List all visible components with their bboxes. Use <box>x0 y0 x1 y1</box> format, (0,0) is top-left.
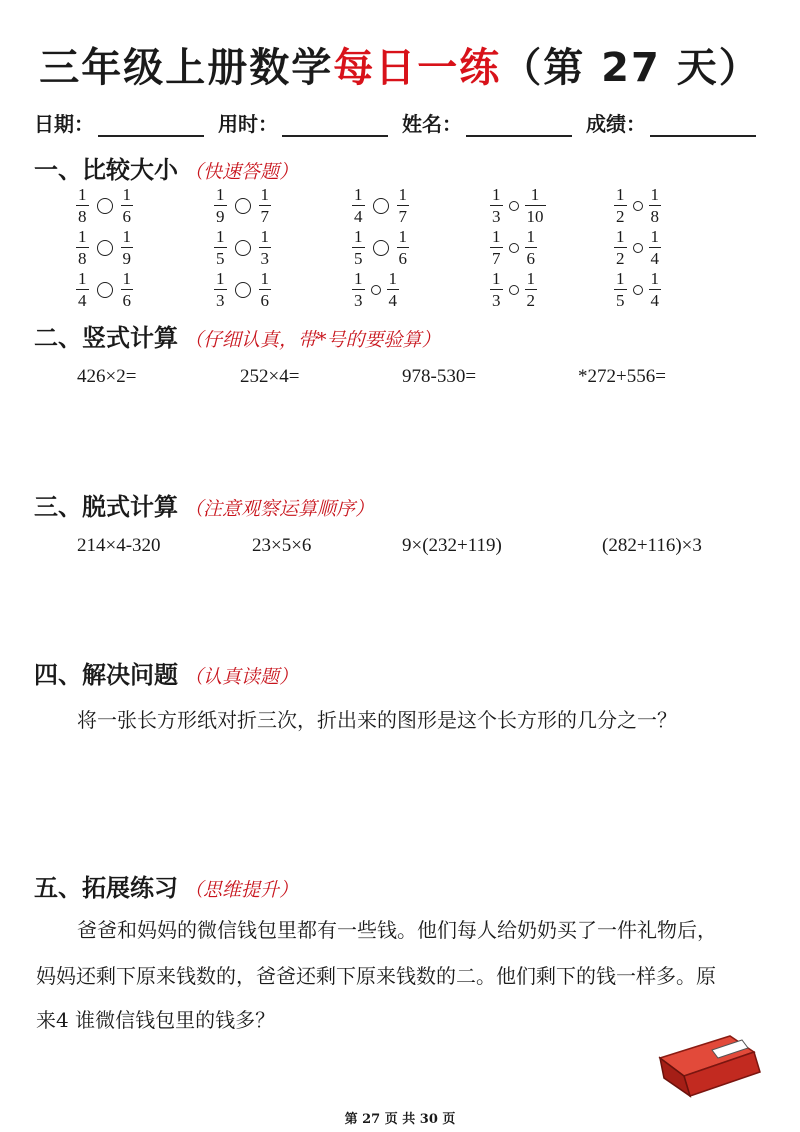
fraction-bar <box>259 247 272 248</box>
page-footer: 第 27 页 共 30 页 <box>344 1112 456 1127</box>
fraction-left <box>614 186 627 225</box>
answer-circle[interactable] <box>509 201 519 211</box>
fraction-bar <box>352 205 365 206</box>
fraction-bar <box>214 247 227 248</box>
numerator: 1 <box>616 185 625 204</box>
step-calc-2: 23×5×6 <box>252 535 312 556</box>
fraction-bar <box>259 289 272 290</box>
answer-circle[interactable] <box>235 198 251 214</box>
numerator: 1 <box>78 185 87 204</box>
fraction-bar <box>76 247 89 248</box>
fraction-right <box>121 228 134 267</box>
fraction-bar <box>649 247 662 248</box>
numerator: 1 <box>526 269 535 288</box>
section-2-hint: （仔细认真，带*号的要验算） <box>184 329 441 351</box>
denominator: 6 <box>260 291 269 310</box>
fraction-left <box>214 270 227 309</box>
fraction-bar <box>76 289 89 290</box>
fraction-bar <box>121 289 134 290</box>
compare-item <box>352 186 409 225</box>
denominator: 4 <box>354 207 363 226</box>
fraction-right <box>121 186 134 225</box>
answer-circle[interactable] <box>97 198 113 214</box>
numerator: 1 <box>260 227 269 246</box>
denominator: 4 <box>650 291 659 310</box>
fraction-left <box>614 270 627 309</box>
denominator: 8 <box>78 207 87 226</box>
answer-circle[interactable] <box>97 240 113 256</box>
denominator: 10 <box>526 207 544 226</box>
fraction-bar <box>614 205 627 206</box>
numerator: 1 <box>650 227 659 246</box>
answer-circle[interactable] <box>373 198 389 214</box>
vertical-calc-3: 978-530= <box>402 366 477 387</box>
section-1-hint: （快速答题） <box>184 161 299 183</box>
answer-circle[interactable] <box>509 285 519 295</box>
denominator: 7 <box>260 207 269 226</box>
compare-item <box>614 186 661 225</box>
time-blank[interactable] <box>282 115 388 137</box>
numerator: 1 <box>650 185 659 204</box>
denominator: 5 <box>216 249 225 268</box>
fraction-left <box>76 270 89 309</box>
compare-item <box>614 228 661 267</box>
denominator: 3 <box>216 291 225 310</box>
compare-item <box>490 270 537 309</box>
denominator: 4 <box>650 249 659 268</box>
compare-item <box>214 270 271 309</box>
fraction-bar <box>259 205 272 206</box>
section-3-hint: （注意观察运算顺序） <box>184 498 375 520</box>
numerator: 1 <box>492 269 501 288</box>
title-suffix: （第 27 天） <box>501 45 761 91</box>
time-field[interactable] <box>218 108 388 137</box>
vertical-calc-2: 252×4= <box>240 366 300 387</box>
fraction-left <box>214 186 227 225</box>
fraction-right <box>525 186 546 225</box>
section-3-label: 三、脱式计算 <box>34 493 178 521</box>
fraction-bar <box>525 247 538 248</box>
step-calc-4: (282+116)×3 <box>602 535 702 556</box>
fraction-bar <box>214 205 227 206</box>
denominator: 5 <box>354 249 363 268</box>
numerator: 1 <box>260 269 269 288</box>
numerator: 1 <box>492 185 501 204</box>
numerator: 1 <box>122 269 131 288</box>
numerator: 1 <box>530 185 540 204</box>
numerator: 1 <box>650 269 659 288</box>
fraction-right <box>649 228 662 267</box>
compare-item <box>76 270 133 309</box>
extension-line-2: 妈妈还剩下原来钱数的，爸爸还剩下原来钱数的二。他们剩下的钱一样多。原 <box>36 964 716 988</box>
compare-item <box>76 228 133 267</box>
denominator: 8 <box>78 249 87 268</box>
answer-circle[interactable] <box>633 285 643 295</box>
compare-item <box>76 186 133 225</box>
numerator: 1 <box>354 185 363 204</box>
fraction-bar <box>76 205 89 206</box>
section-1-title <box>34 150 298 185</box>
numerator: 1 <box>216 269 225 288</box>
numerator: 1 <box>354 227 363 246</box>
fraction-right <box>387 270 400 309</box>
denominator: 3 <box>260 249 269 268</box>
denominator: 7 <box>398 207 407 226</box>
fraction-bar <box>490 289 503 290</box>
denominator: 3 <box>492 291 501 310</box>
fraction-right <box>259 228 272 267</box>
section-5-label: 五、拓展练习 <box>34 874 178 902</box>
denominator: 7 <box>492 249 501 268</box>
denominator: 6 <box>398 249 407 268</box>
compare-item <box>214 186 271 225</box>
fraction-right <box>649 186 662 225</box>
compare-item <box>352 228 409 267</box>
numerator: 1 <box>492 227 501 246</box>
date-label: 日期： <box>34 112 94 136</box>
step-calc-1: 214×4-320 <box>77 535 161 556</box>
fraction-bar <box>490 247 503 248</box>
fraction-bar <box>352 289 365 290</box>
fraction-bar <box>397 205 410 206</box>
answer-circle[interactable] <box>97 282 113 298</box>
date-field[interactable] <box>34 108 204 137</box>
info-row <box>34 108 774 137</box>
numerator: 1 <box>216 227 225 246</box>
numerator: 1 <box>616 269 625 288</box>
fraction-right <box>259 270 272 309</box>
fraction-bar <box>397 247 410 248</box>
fraction-bar <box>352 247 365 248</box>
fraction-bar <box>490 205 503 206</box>
fraction-left <box>490 228 503 267</box>
numerator: 1 <box>122 227 131 246</box>
fraction-left <box>490 186 503 225</box>
compare-item <box>214 228 271 267</box>
denominator: 4 <box>78 291 87 310</box>
fraction-bar <box>649 289 662 290</box>
denominator: 5 <box>616 291 625 310</box>
compare-item <box>490 228 537 267</box>
section-1-label: 一、比较大小 <box>34 156 178 184</box>
fraction-right <box>397 186 410 225</box>
fraction-bar <box>387 289 400 290</box>
title-highlight: 每日一练 <box>333 45 502 91</box>
section-4-title <box>34 655 298 690</box>
wallet-icon <box>650 1028 770 1098</box>
denominator: 4 <box>388 291 397 310</box>
denominator: 8 <box>650 207 659 226</box>
section-4-label: 四、解决问题 <box>34 661 178 689</box>
time-label: 用时： <box>218 112 278 136</box>
fraction-bar <box>214 289 227 290</box>
fraction-left <box>614 228 627 267</box>
fraction-right <box>121 270 134 309</box>
fraction-left <box>352 228 365 267</box>
name-label: 姓名： <box>402 112 462 136</box>
date-blank[interactable] <box>98 115 204 137</box>
numerator: 1 <box>388 269 397 288</box>
score-blank[interactable] <box>650 115 756 137</box>
numerator: 1 <box>78 227 87 246</box>
answer-circle[interactable] <box>235 240 251 256</box>
answer-circle[interactable] <box>373 240 389 256</box>
fraction-left <box>214 228 227 267</box>
fraction-bar <box>525 205 546 206</box>
answer-circle[interactable] <box>633 243 643 253</box>
compare-item <box>490 186 546 225</box>
fraction-bar <box>525 289 538 290</box>
numerator: 1 <box>526 227 535 246</box>
section-5-hint: （思维提升） <box>184 879 299 901</box>
fraction-right <box>649 270 662 309</box>
score-label: 成绩： <box>586 112 646 136</box>
section-5-title <box>34 868 298 903</box>
section-2-label: 二、竖式计算 <box>34 324 178 352</box>
numerator: 1 <box>78 269 87 288</box>
denominator: 9 <box>216 207 225 226</box>
numerator: 1 <box>260 185 269 204</box>
answer-circle[interactable] <box>633 201 643 211</box>
fraction-bar <box>614 247 627 248</box>
vertical-calc-1: 426×2= <box>77 366 137 387</box>
denominator: 2 <box>616 249 625 268</box>
denominator: 3 <box>492 207 501 226</box>
answer-circle[interactable] <box>235 282 251 298</box>
compare-item <box>614 270 661 309</box>
name-blank[interactable] <box>466 115 572 137</box>
numerator: 1 <box>398 227 407 246</box>
extension-line-3: 来4 谁微信钱包里的钱多？ <box>36 1008 276 1032</box>
title-prefix: 三年级上册数学 <box>39 45 334 91</box>
page-title <box>0 36 800 93</box>
step-calc-3: 9×(232+119) <box>402 535 502 556</box>
name-field[interactable] <box>402 108 572 137</box>
denominator: 9 <box>122 249 131 268</box>
fraction-bar <box>614 289 627 290</box>
fraction-left <box>76 186 89 225</box>
vertical-calc-4: *272+556= <box>578 366 666 387</box>
problem-text: 将一张长方形纸对折三次，折出来的图形是这个长方形的几分之一？ <box>77 708 677 732</box>
answer-circle[interactable] <box>371 285 381 295</box>
fraction-right <box>259 186 272 225</box>
extension-line-1: 爸爸和妈妈的微信钱包里都有一些钱。他们每人给奶奶买了一件礼物后， <box>77 918 717 942</box>
answer-circle[interactable] <box>509 243 519 253</box>
fraction-bar <box>121 247 134 248</box>
denominator: 6 <box>526 249 535 268</box>
denominator: 2 <box>616 207 625 226</box>
denominator: 2 <box>526 291 535 310</box>
numerator: 1 <box>216 185 225 204</box>
denominator: 3 <box>354 291 363 310</box>
fraction-left <box>352 186 365 225</box>
numerator: 1 <box>398 185 407 204</box>
fraction-right <box>397 228 410 267</box>
denominator: 6 <box>122 207 131 226</box>
fraction-right <box>525 228 538 267</box>
denominator: 6 <box>122 291 131 310</box>
compare-item <box>352 270 399 309</box>
fraction-left <box>76 228 89 267</box>
numerator: 1 <box>122 185 131 204</box>
score-field[interactable] <box>586 108 756 137</box>
section-2-title <box>34 318 441 353</box>
numerator: 1 <box>354 269 363 288</box>
section-3-title <box>34 487 374 522</box>
fraction-left <box>352 270 365 309</box>
fraction-bar <box>649 205 662 206</box>
fraction-bar <box>121 205 134 206</box>
section-4-hint: （认真读题） <box>184 666 299 688</box>
numerator: 1 <box>616 227 625 246</box>
fraction-left <box>490 270 503 309</box>
fraction-right <box>525 270 538 309</box>
